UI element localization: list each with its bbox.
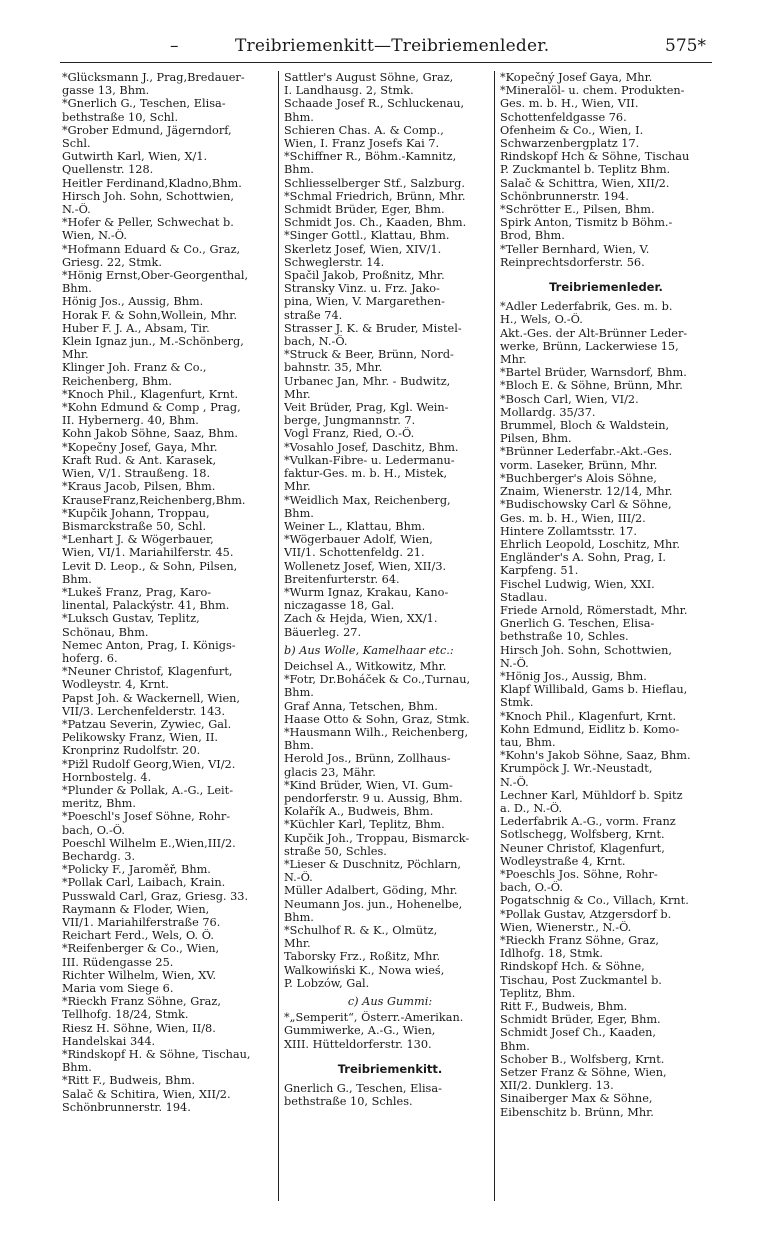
directory-entry-line: *Buchberger's Alois Söhne,	[500, 471, 657, 485]
directory-entry-line: Schieren Chas. A. & Comp.,	[284, 123, 444, 137]
directory-entry-line: Griesg. 22, Stmk.	[62, 255, 162, 269]
directory-entry-line: Pogatschnig & Co., Villach, Krnt.	[500, 894, 689, 908]
directory-entry-line: Spačil Jakob, Proßnitz, Mhr.	[284, 269, 445, 283]
directory-entry-line: Lederfabrik A.-G., vorm. Franz	[500, 815, 676, 829]
directory-entry-line: Tellhofg. 18/24, Stmk.	[62, 1008, 189, 1022]
directory-entry-line: *Reifenberger & Co., Wien,	[62, 942, 220, 956]
column-divider	[278, 71, 279, 1201]
directory-entry-line: *Kohn's Jakob Söhne, Saaz, Bhm.	[500, 749, 691, 763]
directory-entry-line: Pelikowsky Franz, Wien, II.	[62, 731, 219, 745]
directory-entry-line: Schmidt Josef Ch., Kaaden,	[500, 1026, 656, 1040]
directory-entry-line: Veit Brüder, Prag, Kgl. Wein-	[284, 401, 449, 415]
directory-entry-line: Sotlschegg, Wolfsberg, Krnt.	[500, 828, 665, 842]
directory-entry-line: Wien, V/1. Straußeng. 18.	[62, 467, 211, 481]
directory-entry-line: Ges. m. b. H., Wien, III/2.	[500, 511, 646, 525]
directory-entry-line: Spirk Anton, Tismitz b Böhm.-	[500, 216, 673, 230]
directory-entry-line: VII/1. Mariahilferstraße 76.	[62, 916, 221, 929]
directory-entry-line: Stmk.	[500, 696, 534, 710]
column-2	[284, 71, 496, 1108]
directory-entry-line: bach, O.-Ö.	[500, 881, 563, 895]
directory-entry-line: *Hofmann Eduard & Co., Graz,	[62, 242, 241, 256]
directory-entry-line: a. D., N.-Ö.	[500, 801, 563, 815]
page-title: Treibriemenkitt—Treibriemenleder.	[235, 36, 550, 56]
directory-entry-line: *Singer Gottl., Klattau, Bhm.	[284, 229, 450, 243]
directory-entry-line: III. Rüdengasse 25.	[62, 955, 174, 969]
directory-entry-line: N.-Ö.	[500, 656, 529, 670]
directory-entry-line: *Pollak Gustav, Atzgersdorf b.	[500, 907, 672, 921]
directory-entry-line: Wien, VI/1. Mariahilferstr. 45.	[62, 546, 234, 560]
directory-entry-line: Schmidt Brüder, Eger, Bhm.	[284, 203, 445, 217]
directory-entry-line: *Schrötter E., Pilsen, Bhm.	[500, 203, 655, 217]
directory-entry-line: Handelskai 344.	[62, 1034, 156, 1048]
directory-entry-line: Schmidt Jos. Ch., Kaaden, Bhm.	[284, 216, 467, 230]
directory-entry-line: XIII. Hütteldorferstr. 130.	[284, 1037, 432, 1051]
subsection-heading: c) Aus Gummi:	[347, 995, 433, 1009]
directory-entry-line: meritz, Bhm.	[62, 797, 136, 811]
directory-entry-line: Schl.	[62, 137, 91, 151]
directory-entry-line: *Wurm Ignaz, Krakau, Kano-	[284, 585, 449, 599]
directory-entry-line: Bhm.	[62, 1061, 92, 1075]
directory-entry-line: Graf Anna, Tetschen, Bhm.	[284, 699, 438, 713]
directory-entry-line: *Vulkan-Fibre- u. Ledermanu-	[284, 453, 455, 467]
directory-entry-line: Bhm.	[284, 686, 314, 700]
directory-entry-line: *Knoch Phil., Klagenfurt, Krnt.	[500, 709, 677, 723]
directory-entry-line: Schottenfeldgasse 76.	[500, 110, 627, 124]
directory-entry-line: *Bloch E. & Söhne, Brünn, Mhr.	[500, 379, 683, 393]
directory-entry-line: Hirsch Joh. Sohn, Schottwien,	[500, 643, 672, 657]
directory-entry-line: Rindskopf Hch & Söhne, Tischau	[500, 150, 690, 164]
header-dash: –	[170, 36, 179, 56]
directory-entry-line: linental, Palackýstr. 41, Bhm.	[62, 599, 230, 613]
directory-entry-line: Mhr.	[284, 480, 311, 494]
directory-entry-line: *Knoch Phil., Klagenfurt, Krnt.	[62, 387, 239, 401]
directory-entry-line: *Pollak Carl, Laibach, Krain.	[62, 876, 226, 890]
directory-entry-line: *Kopečny Josef, Gaya, Mhr.	[62, 440, 218, 454]
directory-entry-line: Mhr.	[62, 348, 89, 362]
directory-entry-line: faktur-Ges. m. b. H., Mistek,	[284, 467, 448, 481]
directory-entry-line: Walkowiński K., Nowa wieś,	[284, 963, 445, 977]
directory-entry-line: P. Lobzów, Gal.	[284, 976, 370, 990]
directory-entry-line: Wodleystraße 4, Krnt.	[500, 854, 626, 868]
directory-entry-line: Bhm.	[284, 506, 314, 520]
directory-entry-line: Papst Joh. & Wackernell, Wien,	[62, 691, 240, 705]
directory-entry-line: Vogl Franz, Ried, O.-Ö.	[284, 427, 415, 441]
directory-entry-line: Karpfeng. 51.	[500, 564, 579, 578]
directory-entry-line: bethstraße 10, Schl.	[62, 110, 179, 124]
directory-entry-line: werke, Brünn, Lackerwiese 15,	[500, 339, 679, 353]
directory-entry-line: Salač & Schittra, Wien, XII/2.	[500, 176, 670, 190]
directory-entry-line: Akt.-Ges. der Alt-Brünner Leder-	[500, 326, 688, 340]
directory-entry-line: Friede Arnold, Römerstadt, Mhr.	[500, 603, 688, 617]
directory-entry-line: Gnerlich G., Teschen, Elisa-	[284, 1082, 442, 1096]
directory-entry-line: Schober B., Wolfsberg, Krnt.	[500, 1052, 665, 1066]
directory-entry-line: *Kind Brüder, Wien, VI. Gum-	[284, 778, 453, 792]
directory-entry-line: bethstraße 10, Schles.	[500, 630, 629, 644]
directory-entry-line: bach, O.-Ö.	[62, 823, 125, 837]
directory-entry-line: Schliesselberger Stf., Salzburg.	[284, 176, 465, 190]
directory-entry-line: straße 74.	[284, 308, 343, 322]
directory-entry-line: Teplitz, Bhm.	[500, 986, 576, 1000]
directory-entry-line: Schönau, Bhm.	[62, 625, 149, 639]
directory-entry-line: Bismarckstraße 50, Schl.	[62, 519, 207, 533]
directory-entry-line: *Hönig Ernst,Ober-Georgenthal,	[62, 269, 249, 283]
directory-entry-line: Kolařík A., Budweis, Bhm.	[284, 805, 434, 819]
directory-entry-line: Kohn Jakob Söhne, Saaz, Bhm.	[62, 427, 238, 441]
directory-entry-line: pendorferstr. 9 u. Aussig, Bhm.	[284, 791, 463, 805]
directory-entry-line: *Rindskopf H. & Söhne, Tischau,	[62, 1048, 251, 1062]
directory-entry-line: Herold Jos., Brünn, Zollhaus-	[284, 752, 451, 766]
directory-entry-line: Pilsen, Bhm.	[500, 432, 572, 446]
directory-entry-line: *Rieckh Franz Söhne, Graz,	[500, 934, 659, 947]
directory-entry-line: bach, N.-Ö.	[284, 335, 348, 349]
directory-entry-line: Richter Wilhelm, Wien, XV.	[62, 968, 217, 982]
directory-entry-line: Skerletz Josef, Wien, XIV/1.	[284, 242, 442, 256]
column-1	[62, 71, 274, 1114]
directory-entry-line: Schaade Josef R., Schluckenau,	[284, 97, 465, 111]
directory-entry-line: *Budischowsky Carl & Söhne,	[500, 498, 672, 512]
directory-entry-line: Ehrlich Leopold, Loschitz, Mhr.	[500, 537, 680, 551]
directory-entry-line: Schweglerstr. 14.	[284, 255, 385, 269]
directory-entry-line: *Lukeš Franz, Prag, Karo-	[62, 585, 212, 599]
directory-entry-line: Bhm.	[500, 1039, 530, 1053]
directory-entry-line: *Plunder & Pollak, A.-G., Leit-	[62, 783, 234, 797]
directory-entry-line: Eibenschitz b. Brünn, Mhr.	[500, 1105, 654, 1119]
directory-entry-line: H., Wels, O.-Ö.	[500, 313, 583, 327]
directory-entry-line: *Vosahlo Josef, Daschitz, Bhm.	[284, 440, 459, 454]
directory-entry-line: *Schmal Friedrich, Brünn, Mhr.	[284, 189, 466, 203]
directory-entry-line: Bhm.	[284, 163, 314, 177]
directory-entry-line: Schönbrunnerstr. 194.	[62, 1100, 191, 1114]
directory-entry-line: Idlhofg. 18, Stmk.	[500, 947, 603, 961]
directory-entry-line: *Wögerbauer Adolf, Wien,	[284, 533, 433, 547]
directory-entry-line: Neumann Jos. jun., Hohenelbe,	[284, 897, 463, 911]
directory-entry-line: *Bartel Brüder, Warnsdorf, Bhm.	[500, 366, 687, 380]
directory-entry-line: KrauseFranz,Reichenberg,Bhm.	[62, 493, 246, 507]
directory-entry-line: Taborsky Frz., Roßitz, Mhr.	[284, 950, 441, 964]
directory-entry-line: *Mineralöl- u. chem. Produkten-	[500, 84, 685, 98]
subsection-heading: b) Aus Wolle, Kamelhaar etc.:	[284, 643, 454, 657]
directory-entry-line: straße 50, Schles.	[284, 844, 387, 858]
directory-entry-line: Salač & Schitira, Wien, XII/2.	[62, 1087, 231, 1101]
directory-entry-line: Strasser J. K. & Bruder, Mistel-	[284, 321, 462, 335]
directory-entry-line: Zach & Hejda, Wien, XX/1.	[284, 612, 438, 626]
directory-entry-line: Neuner Christof, Klagenfurt,	[500, 841, 665, 855]
directory-entry-line: tau, Bhm.	[500, 735, 556, 749]
directory-entry-line: *Bosch Carl, Wien, VI/2.	[500, 392, 639, 406]
directory-entry-line: Wien, Wienerstr., N.-Ö.	[500, 920, 632, 934]
directory-entry-line: *Brünner Lederfabr.-Akt.-Ges.	[500, 445, 673, 459]
directory-entry-line: N.-Ö.	[284, 871, 313, 885]
directory-entry-line: Kraft Rud. & Ant. Karasek,	[62, 453, 217, 467]
directory-entry-line: *Grober Edmund, Jägerndorf,	[62, 123, 232, 137]
directory-entry-line: Levit D. Leop., & Sohn, Pilsen,	[62, 559, 238, 573]
directory-entry-line: Breitenfurterstr. 64.	[284, 572, 400, 586]
directory-entry-line: *Lieser & Duschnitz, Pöchlarn,	[284, 857, 462, 871]
directory-entry-line: *Neuner Christof, Klagenfurt,	[62, 665, 233, 679]
directory-entry-line: Mollardg. 35/37.	[500, 405, 596, 419]
directory-entry-line: berge, Jungmannstr. 7.	[284, 414, 416, 428]
directory-entry-line: *Poeschl's Josef Söhne, Rohr-	[62, 810, 231, 824]
directory-entry-line: Tischau, Post Zuckmantel b.	[500, 973, 662, 987]
directory-entry-line: Wien, I. Franz Josefs Kai 7.	[284, 137, 440, 151]
directory-entry-line: *Kraus Jacob, Pilsen, Bhm.	[62, 480, 216, 494]
directory-entry-line: Bhm.	[62, 572, 92, 586]
section-heading: Treibriemenleder.	[549, 280, 663, 295]
directory-entry-line: Wien, N.-Ö.	[62, 229, 127, 243]
directory-entry-line: bethstraße 10, Schles.	[284, 1095, 413, 1109]
directory-entry-line: Bhm.	[284, 910, 314, 924]
directory-entry-line: XII/2. Dunklerg. 13.	[500, 1079, 614, 1093]
directory-entry-line: Sattler's August Söhne, Graz,	[284, 71, 454, 84]
directory-entry-line: *Luksch Gustav, Teplitz,	[62, 612, 200, 626]
directory-entry-line: *Kupčik Johann, Troppau,	[62, 506, 210, 520]
directory-entry-line: Pusswald Carl, Graz, Griesg. 33.	[62, 889, 249, 903]
directory-entry-line: Klapf Willibald, Gams b. Hieflau,	[500, 683, 688, 697]
directory-entry-line: Gummiwerke, A.-G., Wien,	[284, 1024, 436, 1038]
directory-entry-line: Mhr.	[284, 387, 311, 401]
section-heading: Treibriemenkitt.	[337, 1061, 443, 1076]
directory-entry-line: Bechardg. 3.	[62, 849, 136, 863]
directory-entry-line: Huber F. J. A., Absam, Tir.	[62, 321, 210, 335]
directory-entry-line: Hönig Jos., Aussig, Bhm.	[62, 295, 204, 309]
directory-entry-line: *Glücksmann J., Prag,Bredauer-	[62, 71, 245, 84]
directory-entry-line: Mhr.	[284, 937, 311, 951]
directory-entry-line: Engländer's A. Sohn, Prag, I.	[500, 551, 667, 565]
page-header	[60, 32, 710, 62]
directory-entry-line: *Struck & Beer, Brünn, Nord-	[284, 348, 454, 362]
directory-entry-line: Raymann & Floder, Wien,	[62, 902, 210, 916]
directory-entry-line: pina, Wien, V. Margarethen-	[284, 295, 445, 309]
directory-entry-line: Gutwirth Karl, Wien, X/1.	[62, 150, 208, 164]
directory-entry-line: Sinaiberger Max & Söhne,	[500, 1092, 653, 1106]
directory-entry-line: Setzer Franz & Söhne, Wien,	[500, 1066, 667, 1080]
directory-entry-line: VII/3. Lerchenfelderstr. 143.	[62, 704, 226, 718]
directory-entry-line: *Fotr, Dr.Boháček & Co.,Turnau,	[284, 673, 471, 687]
directory-entry-line: Klinger Joh. Franz & Co.,	[62, 361, 207, 375]
directory-entry-line: *Policky F., Jaroměř, Bhm.	[62, 863, 211, 877]
directory-entry-line: Reichart Ferd., Wels, O. Ö.	[62, 929, 214, 943]
directory-entry-line: Schmidt Brüder, Eger, Bhm.	[500, 1013, 661, 1027]
directory-entry-line: Hirsch Joh. Sohn, Schottwien,	[62, 189, 234, 203]
directory-entry-line: Lechner Karl, Mühldorf b. Spitz	[500, 788, 683, 802]
directory-entry-line: Brummel, Bloch & Waldstein,	[500, 419, 670, 433]
directory-entry-line: *Hofer & Peller, Schwechat b.	[62, 216, 234, 230]
directory-entry-line: Stransky Vinz. u. Frz. Jako-	[284, 282, 440, 296]
directory-entry-line: I. Landhausg. 2, Stmk.	[284, 84, 414, 98]
directory-entry-line: Schönbrunnerstr. 194.	[500, 189, 629, 203]
header-rule	[60, 62, 712, 63]
directory-entry-line: Kronprinz Rudolfstr. 20.	[62, 744, 201, 758]
directory-entry-line: *Lenhart J. & Wögerbauer,	[62, 533, 214, 547]
directory-entry-line: Weiner L., Klattau, Bhm.	[284, 519, 426, 533]
directory-entry-line: Klein Ignaz jun., M.-Schönberg,	[62, 335, 244, 349]
directory-entry-line: Poeschl Wilhelm E.,Wien,III/2.	[62, 836, 236, 850]
directory-entry-line: II. Hybernerg. 40, Bhm.	[62, 414, 199, 428]
directory-entry-line: *Gnerlich G., Teschen, Elisa-	[62, 97, 226, 111]
directory-entry-line: Wodleystr. 4, Krnt.	[62, 678, 169, 692]
directory-entry-line: Heitler Ferdinand,Kladno,Bhm.	[62, 176, 242, 190]
column-3	[500, 71, 712, 1119]
directory-entry-line: *„Semperit“, Österr.-Amerikan.	[284, 1011, 464, 1025]
directory-entry-line: P. Zuckmantel b. Teplitz Bhm.	[500, 163, 671, 177]
directory-entry-line: *Hönig Jos., Aussig, Bhm.	[500, 669, 647, 683]
directory-entry-line: N.-Ö.	[62, 203, 91, 217]
directory-entry-line: Schwarzenbergplatz 17.	[500, 137, 640, 151]
directory-entry-line: Bhm.	[62, 282, 92, 296]
directory-entry-line: glacis 23, Mähr.	[284, 765, 376, 779]
directory-entry-line: Ofenheim & Co., Wien, I.	[500, 123, 644, 137]
directory-entry-line: *Hausmann Wilh., Reichenberg,	[284, 725, 469, 739]
directory-entry-line: Horak F. & Sohn,Wollein, Mhr.	[62, 308, 238, 322]
directory-entry-line: Rindskopf Hch. & Söhne,	[500, 960, 645, 974]
directory-entry-line: *Patzau Severin, Zywiec, Gal.	[62, 717, 232, 731]
directory-entry-line: *Küchler Karl, Teplitz, Bhm.	[284, 818, 445, 832]
directory-entry-line: *Kohn Edmund & Comp , Prag,	[62, 401, 241, 415]
directory-entry-line: *Kopečný Josef Gaya, Mhr.	[500, 71, 653, 84]
directory-entry-line: Mhr.	[500, 353, 527, 367]
directory-entry-line: vorm. Laseker, Brünn, Mhr.	[500, 458, 658, 472]
directory-entry-line: Hintere Zollamtsstr. 17.	[500, 524, 637, 538]
directory-entry-line: hoferg. 6.	[62, 651, 118, 665]
directory-entry-line: Krumpöck J. Wr.-Neustadt,	[500, 762, 653, 776]
directory-entry-line: bahnstr. 35, Mhr.	[284, 361, 383, 375]
page-number: 575*	[665, 36, 706, 56]
directory-entry-line: Gnerlich G. Teschen, Elisa-	[500, 617, 655, 631]
directory-entry-line: Riesz H. Söhne, Wien, II/8.	[62, 1021, 216, 1035]
directory-entry-line: Stadlau.	[500, 590, 548, 604]
directory-entry-line: VII/1. Schottenfeldg. 21.	[284, 546, 425, 560]
directory-entry-line: Bhm.	[284, 739, 314, 753]
directory-entry-line: Ritt F., Budweis, Bhm.	[500, 1000, 628, 1014]
directory-entry-line: Bäuerleg. 27.	[284, 625, 362, 639]
directory-entry-line: gasse 13, Bhm.	[62, 84, 150, 98]
directory-entry-line: Müller Adalbert, Göding, Mhr.	[284, 884, 458, 898]
directory-entry-line: *Rieckh Franz Söhne, Graz,	[62, 995, 221, 1009]
directory-entry-line: Urbanec Jan, Mhr. - Budwitz,	[284, 374, 451, 388]
directory-entry-line: Hornbostelg. 4.	[62, 770, 152, 784]
directory-entry-line: Reichenberg, Bhm.	[62, 374, 172, 388]
directory-entry-line: *Pižl Rudolf Georg,Wien, VI/2.	[62, 757, 236, 771]
directory-entry-line: Fischel Ludwig, Wien, XXI.	[500, 577, 655, 591]
directory-entry-line: *Ritt F., Budweis, Bhm.	[62, 1074, 195, 1088]
directory-entry-line: Bhm.	[284, 110, 314, 124]
directory-entry-line: Maria vom Siege 6.	[62, 982, 174, 996]
directory-entry-line: niczagasse 18, Gal.	[284, 599, 395, 613]
directory-entry-line: Wollenetz Josef, Wien, XII/3.	[284, 559, 447, 573]
directory-entry-line: *Weidlich Max, Reichenberg,	[284, 493, 451, 507]
directory-entry-line: Kohn Edmund, Eidlitz b. Komo-	[500, 722, 680, 736]
directory-entry-line: Znaim, Wienerstr. 12/14, Mhr.	[500, 485, 673, 499]
directory-entry-line: Haase Otto & Sohn, Graz, Stmk.	[284, 712, 470, 726]
directory-entry-line: Quellenstr. 128.	[62, 163, 154, 177]
directory-entry-line: *Teller Bernhard, Wien, V.	[500, 242, 650, 256]
directory-entry-line: *Schulhof R. & K., Olmütz,	[284, 924, 438, 937]
directory-entry-line: Nemec Anton, Prag, I. Königs-	[62, 638, 236, 652]
directory-entry-line: Kupčik Joh., Troppau, Bismarck-	[284, 831, 470, 845]
directory-entry-line: Brod, Bhm.	[500, 229, 565, 243]
directory-entry-line: *Poeschls Jos. Söhne, Rohr-	[500, 867, 658, 881]
directory-entry-line: N.-Ö.	[500, 775, 529, 789]
directory-entry-line: Deichsel A., Witkowitz, Mhr.	[284, 659, 447, 673]
directory-entry-line: Reinprechtsdorferstr. 56.	[500, 255, 645, 269]
directory-entry-line: *Adler Lederfabrik, Ges. m. b.	[500, 300, 673, 314]
directory-entry-line: Ges. m. b. H., Wien, VII.	[500, 97, 639, 111]
directory-entry-line: *Schiffner R., Böhm.-Kamnitz,	[284, 150, 457, 164]
